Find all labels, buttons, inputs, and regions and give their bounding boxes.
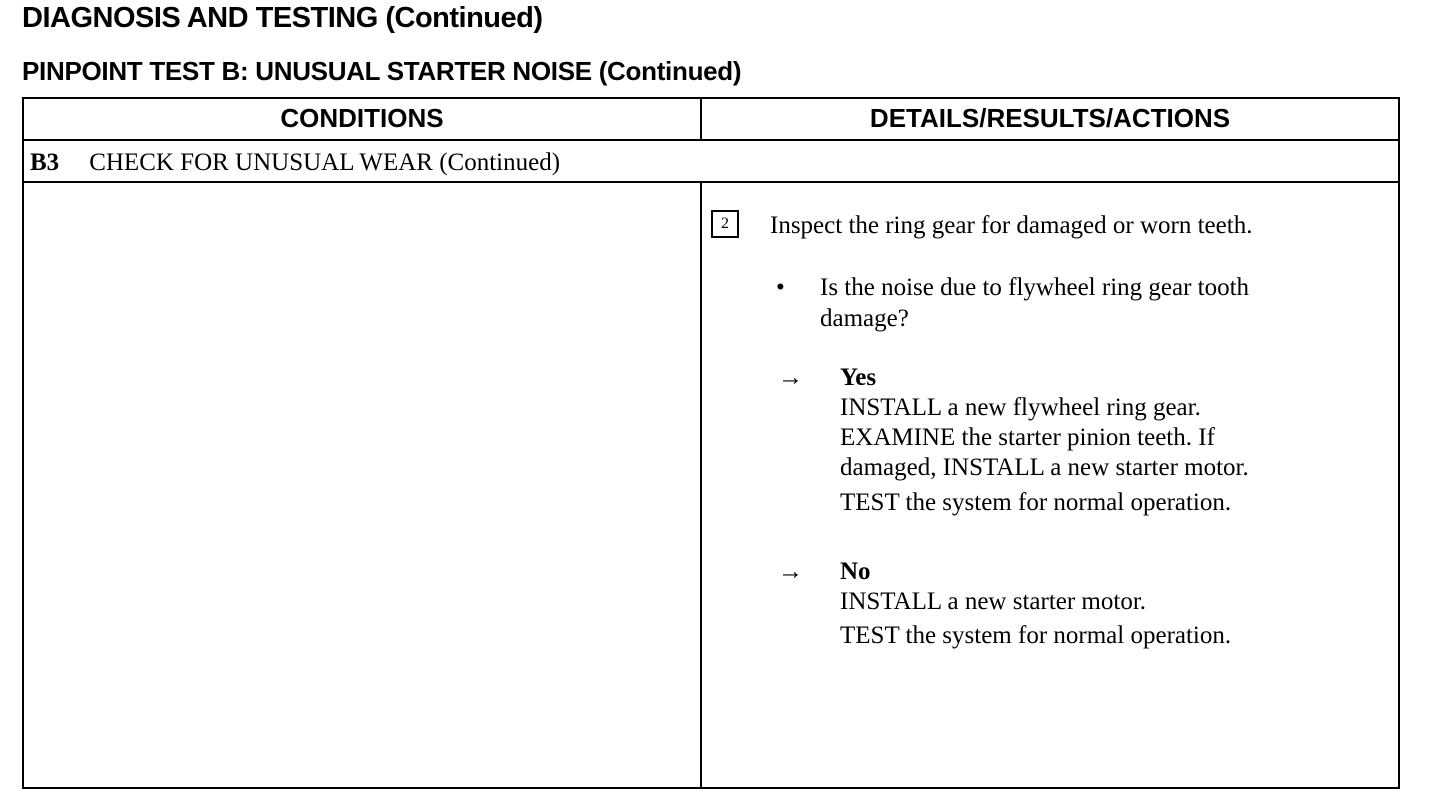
no-arrow-icon: → (778, 558, 803, 585)
bullet-icon: • (776, 274, 785, 301)
yes-arrow-icon: → (778, 364, 803, 391)
conditions-header: CONDITIONS (280, 103, 444, 133)
header-divider (24, 139, 1398, 141)
step-id: B3 (30, 149, 60, 176)
step-label: CHECK FOR UNUSUAL WEAR (Continued) (89, 149, 561, 176)
step-number-box: 2 (711, 210, 739, 238)
no-action-1: INSTALL a new starter motor. (840, 588, 1147, 615)
step-divider (24, 181, 1398, 183)
yes-action-1: INSTALL a new flywheel ring gear. (840, 394, 1201, 421)
details-header: DETAILS/RESULTS/ACTIONS (869, 103, 1231, 133)
yes-label: Yes (840, 364, 877, 391)
pinpoint-test-table (22, 97, 1400, 789)
step-row (30, 149, 560, 177)
yes-action-3: damaged, INSTALL a new starter motor. (840, 454, 1249, 481)
yes-action-2: EXAMINE the starter pinion teeth. If (840, 424, 1215, 451)
page-title: DIAGNOSIS AND TESTING (Continued) (22, 2, 543, 34)
no-label: No (840, 558, 871, 585)
test-title: PINPOINT TEST B: UNUSUAL STARTER NOISE (Continued) (22, 56, 742, 86)
question-line-1: Is the noise due to flywheel ring gear tooth (820, 274, 1250, 301)
yes-action-4: TEST the system for normal operation. (840, 489, 1232, 516)
no-action-2: TEST the system for normal operation. (840, 622, 1232, 649)
column-divider (700, 181, 702, 787)
instruction-text: Inspect the ring gear for damaged or worn teeth. (770, 212, 1253, 239)
question-line-2: damage? (820, 305, 909, 332)
